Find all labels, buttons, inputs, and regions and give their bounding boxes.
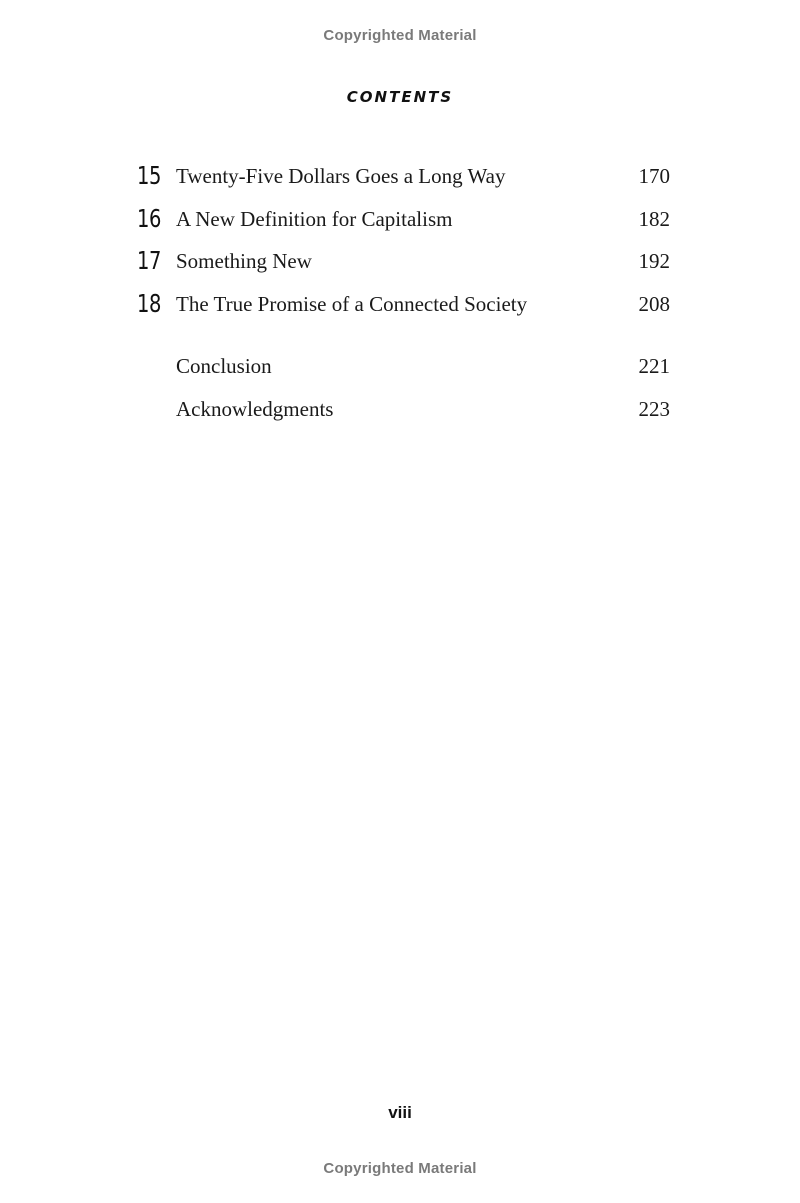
page-number: 221 xyxy=(638,354,670,378)
page-number: 223 xyxy=(638,396,670,421)
toc-backmatter-list xyxy=(137,348,670,433)
toc-entry[interactable] xyxy=(137,286,670,329)
chapter-number: 17 xyxy=(137,246,162,275)
toc-entry[interactable] xyxy=(137,243,670,286)
toc-chapter-list xyxy=(137,158,670,328)
chapter-title: Twenty-Five Dollars Goes a Long Way xyxy=(176,164,506,188)
page-number: 192 xyxy=(638,249,670,273)
chapter-title: The True Promise of a Connected Society xyxy=(176,291,528,316)
chapter-number: 18 xyxy=(137,288,162,318)
section-title: Acknowledgments xyxy=(176,396,334,421)
chapter-title: Something New xyxy=(176,249,312,273)
page-number: 208 xyxy=(638,291,670,316)
section-title: Conclusion xyxy=(176,354,272,378)
contents-heading: CONTENTS xyxy=(346,88,454,106)
chapter-number: 15 xyxy=(137,161,162,190)
page-folio: viii xyxy=(388,1103,412,1122)
toc-entry[interactable] xyxy=(137,391,670,434)
copyright-watermark-top: Copyrighted Material xyxy=(323,27,477,44)
page-number: 170 xyxy=(638,164,670,188)
chapter-title: A New Definition for Capitalism xyxy=(176,206,453,231)
toc-entry[interactable] xyxy=(137,348,670,391)
chapter-number: 16 xyxy=(137,203,162,233)
copyright-watermark-bottom: Copyrighted Material xyxy=(323,1160,477,1177)
page-number: 182 xyxy=(638,206,670,231)
toc-entry[interactable] xyxy=(137,201,670,244)
toc-entry[interactable] xyxy=(137,158,670,201)
